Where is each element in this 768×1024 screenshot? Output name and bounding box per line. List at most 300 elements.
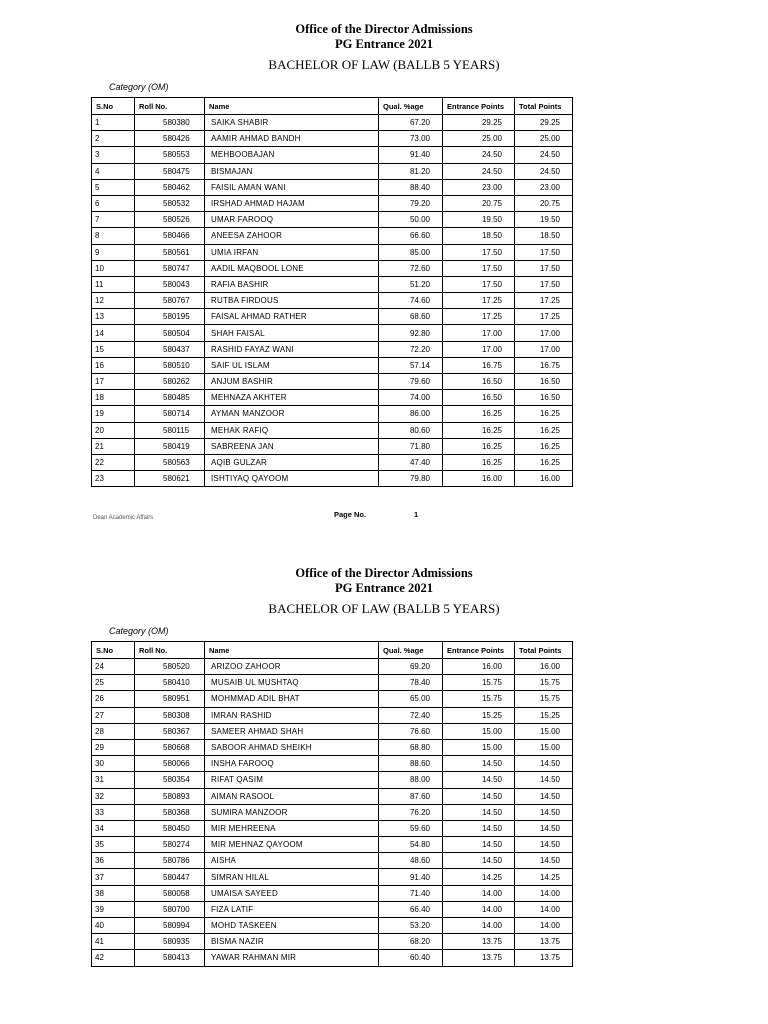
cell-entrance-points: 14.50 [443,853,515,869]
cell-total-points: 17.00 [515,325,573,341]
cell-name: UMAISA SAYEED [205,885,379,901]
cell-roll-no: 580935 [135,934,205,950]
cell-qual-percentage: 50.00 [379,212,443,228]
cell-sno: 9 [92,244,135,260]
table-row [92,163,573,179]
table-row [92,659,573,675]
cell-roll-no: 580563 [135,454,205,470]
cell-roll-no: 580893 [135,788,205,804]
cell-total-points: 16.25 [515,422,573,438]
cell-sno: 1 [92,115,135,131]
cell-roll-no: 580951 [135,691,205,707]
cell-entrance-points: 17.25 [443,293,515,309]
cell-total-points: 20.75 [515,195,573,211]
merit-list-table [91,641,573,967]
cell-name: AADIL MAQBOOL LONE [205,260,379,276]
cell-qual-percentage: 76.20 [379,804,443,820]
cell-entrance-points: 16.25 [443,406,515,422]
cell-total-points: 17.50 [515,260,573,276]
col-name-header: Name [205,98,379,115]
table-row [92,675,573,691]
cell-sno: 27 [92,707,135,723]
cell-entrance-points: 14.00 [443,885,515,901]
cell-entrance-points: 17.25 [443,309,515,325]
cell-entrance-points: 13.75 [443,934,515,950]
col-total-header: Total Points [515,98,573,115]
cell-sno: 11 [92,276,135,292]
cell-qual-percentage: 66.40 [379,901,443,917]
table-row [92,756,573,772]
cell-entrance-points: 15.75 [443,675,515,691]
cell-name: FAISIL AMAN WANI [205,179,379,195]
cell-name: SABREENA JAN [205,438,379,454]
cell-roll-no: 580561 [135,244,205,260]
cell-roll-no: 580447 [135,869,205,885]
cell-roll-no: 580994 [135,918,205,934]
table-row [92,325,573,341]
cell-qual-percentage: 48.60 [379,853,443,869]
cell-qual-percentage: 91.40 [379,147,443,163]
cell-total-points: 17.50 [515,276,573,292]
table-row [92,788,573,804]
cell-entrance-points: 15.00 [443,739,515,755]
cell-qual-percentage: 65.00 [379,691,443,707]
cell-name: SHAH FAISAL [205,325,379,341]
cell-name: MIR MEHREENA [205,820,379,836]
table-row [92,804,573,820]
cell-sno: 40 [92,918,135,934]
cell-sno: 37 [92,869,135,885]
cell-qual-percentage: 76.60 [379,723,443,739]
cell-qual-percentage: 88.60 [379,756,443,772]
cell-qual-percentage: 67.20 [379,115,443,131]
cell-roll-no: 580354 [135,772,205,788]
cell-total-points: 14.00 [515,918,573,934]
cell-total-points: 16.50 [515,390,573,406]
table-header-row [92,642,573,659]
cell-name: RIFAT QASIM [205,772,379,788]
cell-total-points: 16.75 [515,357,573,373]
cell-total-points: 17.00 [515,341,573,357]
cell-sno: 15 [92,341,135,357]
cell-roll-no: 580115 [135,422,205,438]
cell-roll-no: 580413 [135,950,205,966]
table-row [92,820,573,836]
cell-total-points: 16.50 [515,374,573,390]
cell-roll-no: 580380 [135,115,205,131]
cell-name: MEHBOOBAJAN [205,147,379,163]
cell-total-points: 18.50 [515,228,573,244]
cell-entrance-points: 17.50 [443,276,515,292]
cell-roll-no: 580621 [135,471,205,487]
cell-entrance-points: 16.00 [443,471,515,487]
cell-sno: 39 [92,901,135,917]
cell-sno: 29 [92,739,135,755]
cell-entrance-points: 16.50 [443,374,515,390]
table-row [92,374,573,390]
table-row [92,901,573,917]
cell-qual-percentage: 88.00 [379,772,443,788]
cell-name: MUSAIB UL MUSHTAQ [205,675,379,691]
cell-roll-no: 580462 [135,179,205,195]
cell-sno: 42 [92,950,135,966]
cell-sno: 2 [92,131,135,147]
cell-roll-no: 580786 [135,853,205,869]
cell-total-points: 29.25 [515,115,573,131]
cell-total-points: 16.00 [515,659,573,675]
cell-sno: 20 [92,422,135,438]
cell-sno: 30 [92,756,135,772]
cell-entrance-points: 16.25 [443,454,515,470]
cell-name: MOHMMAD ADIL BHAT [205,691,379,707]
col-total-header: Total Points [515,642,573,659]
cell-entrance-points: 24.50 [443,163,515,179]
course-title: BACHELOR OF LAW (BALLB 5 YEARS) [268,601,500,616]
cell-total-points: 15.25 [515,707,573,723]
office-title: Office of the Director Admissions [295,22,473,36]
cell-name: BISMAJAN [205,163,379,179]
cell-name: ANJUM BASHIR [205,374,379,390]
cell-roll-no: 580308 [135,707,205,723]
cell-qual-percentage: 81.20 [379,163,443,179]
cell-qual-percentage: 66.60 [379,228,443,244]
table-row [92,390,573,406]
cell-roll-no: 580767 [135,293,205,309]
cell-roll-no: 580066 [135,756,205,772]
cell-roll-no: 580426 [135,131,205,147]
cell-sno: 32 [92,788,135,804]
cell-roll-no: 580668 [135,739,205,755]
cell-name: FAISAL AHMAD RATHER [205,309,379,325]
cell-entrance-points: 16.00 [443,659,515,675]
cell-name: AQIB GULZAR [205,454,379,470]
table-row [92,471,573,487]
cell-name: SABOOR AHMAD SHEIKH [205,739,379,755]
cell-roll-no: 580043 [135,276,205,292]
cell-qual-percentage: 68.80 [379,739,443,755]
page-2 [0,544,768,1024]
cell-name: UMAR FAROOQ [205,212,379,228]
cell-entrance-points: 16.75 [443,357,515,373]
cell-qual-percentage: 57.14 [379,357,443,373]
cell-name: AIMAN RASOOL [205,788,379,804]
cell-total-points: 17.25 [515,293,573,309]
table-row [92,357,573,373]
cell-name: AISHA [205,853,379,869]
table-row [92,853,573,869]
cell-qual-percentage: 60.40 [379,950,443,966]
cell-entrance-points: 17.00 [443,341,515,357]
cell-qual-percentage: 74.00 [379,390,443,406]
cell-sno: 38 [92,885,135,901]
cell-entrance-points: 17.50 [443,244,515,260]
cell-entrance-points: 14.25 [443,869,515,885]
cell-qual-percentage: 80.60 [379,422,443,438]
cell-roll-no: 580419 [135,438,205,454]
cell-qual-percentage: 88.40 [379,179,443,195]
table-row [92,115,573,131]
cell-roll-no: 580700 [135,901,205,917]
cell-sno: 13 [92,309,135,325]
cell-entrance-points: 16.25 [443,438,515,454]
cell-roll-no: 580450 [135,820,205,836]
cell-name: ISHTIYAQ QAYOOM [205,471,379,487]
cell-roll-no: 580526 [135,212,205,228]
cell-total-points: 16.25 [515,438,573,454]
cell-roll-no: 580274 [135,837,205,853]
course-title: BACHELOR OF LAW (BALLB 5 YEARS) [268,57,500,72]
cell-sno: 10 [92,260,135,276]
cell-name: MEHAK RAFIQ [205,422,379,438]
cell-sno: 22 [92,454,135,470]
cell-roll-no: 580520 [135,659,205,675]
table-row [92,293,573,309]
cell-roll-no: 580466 [135,228,205,244]
cell-name: AYMAN MANZOOR [205,406,379,422]
table-row [92,723,573,739]
cell-roll-no: 580262 [135,374,205,390]
cell-total-points: 16.25 [515,406,573,422]
cell-qual-percentage: 92.80 [379,325,443,341]
cell-entrance-points: 14.50 [443,772,515,788]
cell-qual-percentage: 51.20 [379,276,443,292]
cell-sno: 12 [92,293,135,309]
cell-sno: 21 [92,438,135,454]
cell-total-points: 25.00 [515,131,573,147]
cell-name: BISMA NAZIR [205,934,379,950]
cell-qual-percentage: 86.00 [379,406,443,422]
cell-sno: 5 [92,179,135,195]
cell-roll-no: 580437 [135,341,205,357]
cell-sno: 8 [92,228,135,244]
cell-entrance-points: 15.00 [443,723,515,739]
cell-total-points: 14.00 [515,885,573,901]
cell-total-points: 16.00 [515,471,573,487]
cell-sno: 41 [92,934,135,950]
cell-total-points: 14.50 [515,788,573,804]
cell-total-points: 15.75 [515,675,573,691]
cell-qual-percentage: 71.80 [379,438,443,454]
cell-entrance-points: 15.25 [443,707,515,723]
table-row [92,934,573,950]
cell-roll-no: 580532 [135,195,205,211]
table-row [92,260,573,276]
col-sno-header: S.No [92,642,135,659]
cell-name: YAWAR RAHMAN MIR [205,950,379,966]
cell-sno: 23 [92,471,135,487]
cell-entrance-points: 15.75 [443,691,515,707]
cell-entrance-points: 29.25 [443,115,515,131]
cell-sno: 18 [92,390,135,406]
col-name-header: Name [205,642,379,659]
cell-sno: 19 [92,406,135,422]
cell-total-points: 24.50 [515,163,573,179]
cell-qual-percentage: 72.20 [379,341,443,357]
cell-qual-percentage: 73.00 [379,131,443,147]
cell-total-points: 17.25 [515,309,573,325]
table-row [92,918,573,934]
table-row [92,309,573,325]
cell-total-points: 14.50 [515,804,573,820]
cell-total-points: 17.50 [515,244,573,260]
cell-total-points: 14.00 [515,901,573,917]
col-qual-header: Qual. %age [379,98,443,115]
table-row [92,438,573,454]
cell-sno: 17 [92,374,135,390]
table-row [92,341,573,357]
cell-entrance-points: 16.50 [443,390,515,406]
cell-name: SAMEER AHMAD SHAH [205,723,379,739]
col-qual-header: Qual. %age [379,642,443,659]
cell-qual-percentage: 69.20 [379,659,443,675]
table-row [92,406,573,422]
cell-roll-no: 580553 [135,147,205,163]
cell-qual-percentage: 54.80 [379,837,443,853]
cell-qual-percentage: 59.60 [379,820,443,836]
cell-total-points: 19.50 [515,212,573,228]
cell-total-points: 14.50 [515,820,573,836]
cell-name: INSHA FAROOQ [205,756,379,772]
cell-sno: 16 [92,357,135,373]
cell-name: RAFIA BASHIR [205,276,379,292]
exam-title: PG Entrance 2021 [335,37,433,51]
cell-name: ANEESA ZAHOOR [205,228,379,244]
cell-entrance-points: 14.50 [443,788,515,804]
table-row [92,739,573,755]
table-row [92,244,573,260]
signature-label: Dean Academic Affairs [93,515,154,521]
cell-total-points: 14.25 [515,869,573,885]
cell-name: RUTBA FIRDOUS [205,293,379,309]
table-row [92,131,573,147]
cell-roll-no: 580195 [135,309,205,325]
page-number-label: Page No. [334,510,367,519]
cell-name: AAMIR AHMAD BANDH [205,131,379,147]
cell-sno: 3 [92,147,135,163]
cell-qual-percentage: 79.20 [379,195,443,211]
office-title: Office of the Director Admissions [295,566,473,580]
cell-total-points: 24.50 [515,147,573,163]
cell-name: IMRAN RASHID [205,707,379,723]
category-label: Category (OM) [109,626,169,636]
cell-entrance-points: 14.50 [443,756,515,772]
cell-entrance-points: 14.00 [443,901,515,917]
table-row [92,454,573,470]
col-roll-header: Roll No. [135,642,205,659]
cell-name: SUMIRA MANZOOR [205,804,379,820]
table-row [92,195,573,211]
cell-qual-percentage: 74.60 [379,293,443,309]
cell-total-points: 15.00 [515,723,573,739]
cell-qual-percentage: 68.60 [379,309,443,325]
cell-total-points: 13.75 [515,934,573,950]
table-row [92,837,573,853]
cell-name: SAIKA SHABIR [205,115,379,131]
cell-sno: 28 [92,723,135,739]
cell-total-points: 16.25 [515,454,573,470]
cell-name: SAIF UL ISLAM [205,357,379,373]
table-row [92,228,573,244]
page-number: 1 [414,510,419,519]
cell-entrance-points: 16.25 [443,422,515,438]
cell-roll-no: 580485 [135,390,205,406]
cell-entrance-points: 17.00 [443,325,515,341]
cell-roll-no: 580410 [135,675,205,691]
table-row [92,707,573,723]
cell-roll-no: 580058 [135,885,205,901]
cell-entrance-points: 25.00 [443,131,515,147]
cell-name: MOHD TASKEEN [205,918,379,934]
cell-sno: 14 [92,325,135,341]
cell-qual-percentage: 53.20 [379,918,443,934]
table-row [92,422,573,438]
cell-entrance-points: 14.50 [443,837,515,853]
cell-qual-percentage: 68.20 [379,934,443,950]
cell-name: IRSHAD AHMAD HAJAM [205,195,379,211]
cell-entrance-points: 17.50 [443,260,515,276]
cell-entrance-points: 19.50 [443,212,515,228]
cell-total-points: 14.50 [515,756,573,772]
cell-sno: 25 [92,675,135,691]
cell-entrance-points: 13.75 [443,950,515,966]
cell-roll-no: 580714 [135,406,205,422]
cell-entrance-points: 14.50 [443,804,515,820]
cell-qual-percentage: 91.40 [379,869,443,885]
table-row [92,885,573,901]
cell-name: ARIZOO ZAHOOR [205,659,379,675]
table-row [92,772,573,788]
cell-total-points: 14.50 [515,837,573,853]
cell-name: SIMRAN HILAL [205,869,379,885]
cell-total-points: 15.00 [515,739,573,755]
category-label: Category (OM) [109,82,169,92]
cell-sno: 36 [92,853,135,869]
cell-sno: 31 [92,772,135,788]
cell-sno: 35 [92,837,135,853]
cell-qual-percentage: 72.60 [379,260,443,276]
cell-roll-no: 580368 [135,804,205,820]
cell-total-points: 14.50 [515,853,573,869]
cell-entrance-points: 14.50 [443,820,515,836]
cell-name: UMIA IRFAN [205,244,379,260]
cell-name: RASHID FAYAZ WANI [205,341,379,357]
cell-total-points: 14.50 [515,772,573,788]
cell-sno: 7 [92,212,135,228]
cell-qual-percentage: 85.00 [379,244,443,260]
cell-total-points: 13.75 [515,950,573,966]
cell-total-points: 23.00 [515,179,573,195]
table-header-row [92,98,573,115]
cell-sno: 33 [92,804,135,820]
cell-qual-percentage: 79.60 [379,374,443,390]
col-entrance-header: Entrance Points [443,642,515,659]
table-row [92,276,573,292]
cell-entrance-points: 20.75 [443,195,515,211]
col-entrance-header: Entrance Points [443,98,515,115]
cell-sno: 24 [92,659,135,675]
table-row [92,869,573,885]
col-roll-header: Roll No. [135,98,205,115]
cell-qual-percentage: 87.60 [379,788,443,804]
cell-name: FIZA LATIF [205,901,379,917]
col-sno-header: S.No [92,98,135,115]
cell-roll-no: 580747 [135,260,205,276]
cell-qual-percentage: 71.40 [379,885,443,901]
cell-sno: 34 [92,820,135,836]
cell-sno: 26 [92,691,135,707]
cell-entrance-points: 23.00 [443,179,515,195]
table-row [92,212,573,228]
